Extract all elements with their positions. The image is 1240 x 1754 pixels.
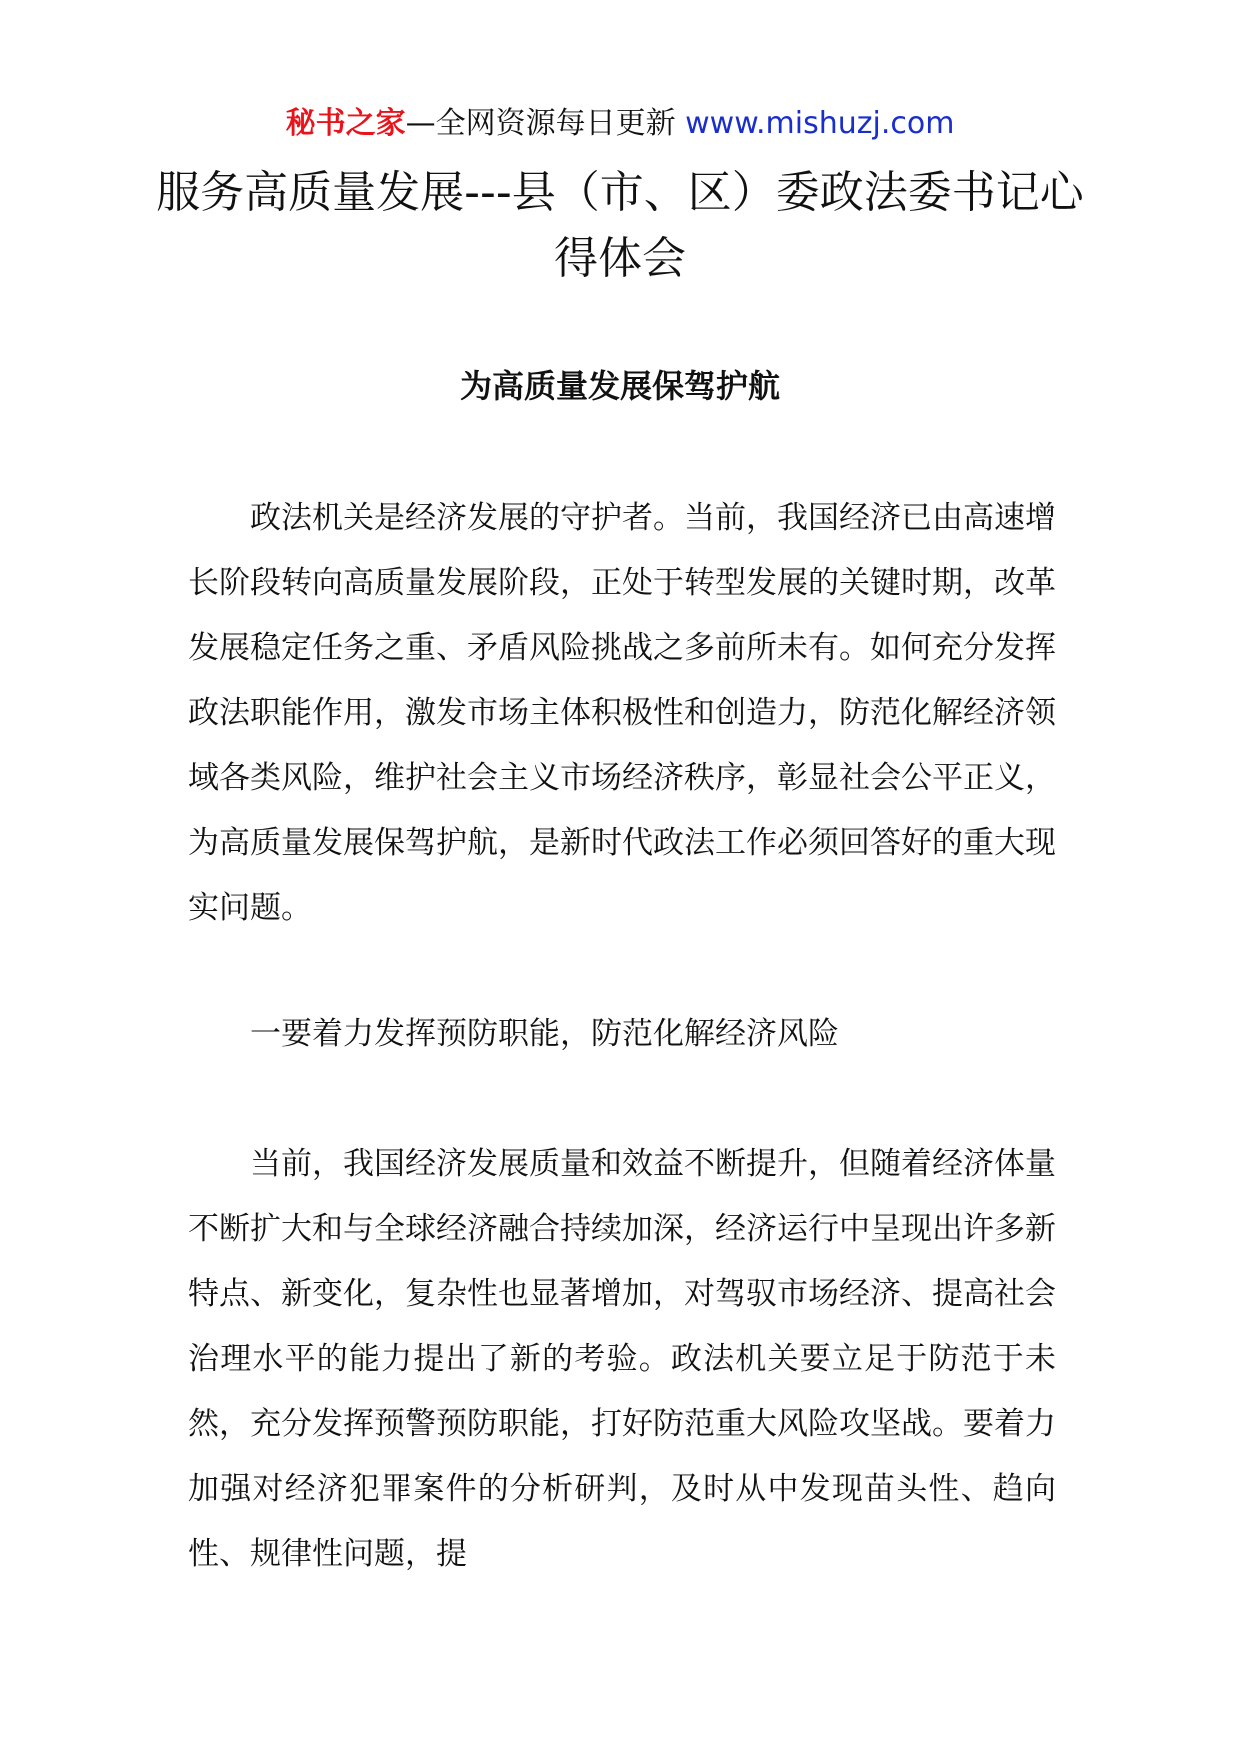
section-heading-1: 一要着力发挥预防职能，防范化解经济风险 — [250, 1016, 839, 1052]
document-title: 服务高质量发展---县（市、区）委政法委书记心得体会 — [156, 167, 1084, 284]
body-paragraph-2: 当前，我国经济发展质量和效益不断提升，但随着经济体量不断扩大和与全球经济融合持续加深，经济运行中呈现出许多新特点、新变化，复杂性也显著增加，对驾驭市场经济、提高社会治理水平的能力提出了新的考验。政法机关要立足于防范于未然，充分发挥预警预防职能，打好防范重大风险攻坚战。要着力加强对经济犯罪案件的分析研判，及时从中发现苗头性、趋向性、规律性问题，提 — [188, 1146, 1056, 1572]
body-paragraph-1: 政法机关是经济发展的守护者。当前，我国经济已由高速增长阶段转向高质量发展阶段，正处于转型发展的关键时期，改革发展稳定任务之重、矛盾风险挑战之多前所未有。如何充分发挥政法职能作用，激发市场主体积极性和创造力，防范化解经济领域各类风险，维护社会主义市场经济秩序，彰显社会公平正义，为高质量发展保驾护航，是新时代政法工作必须回答好的重大现实问题。 — [188, 500, 1056, 926]
brand-name: 秘书之家 — [285, 106, 406, 141]
document-subtitle: 为高质量发展保驾护航 — [459, 367, 780, 405]
website-link[interactable]: www.mishuzj.com — [685, 106, 955, 141]
banner-slogan: —全网资源每日更新 — [405, 106, 686, 141]
watermark-banner — [0, 104, 1240, 144]
